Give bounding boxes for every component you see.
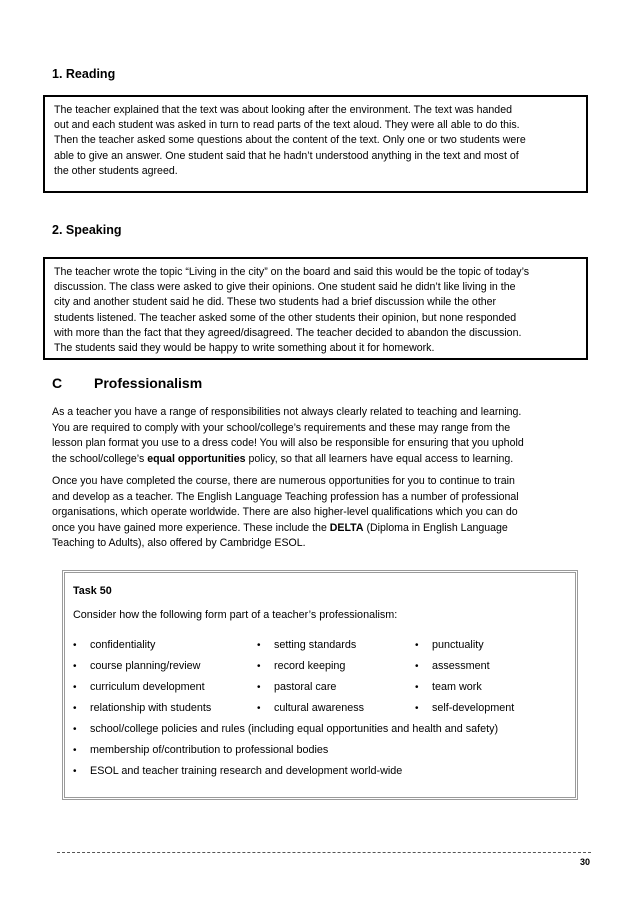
paragraph-line (52, 452, 592, 468)
item-label: team work (432, 681, 482, 693)
task-title: Task 50 (73, 585, 112, 597)
item-label: ESOL and teacher training research and development world-wide (90, 765, 403, 777)
list-item (415, 639, 514, 660)
speaking-line: students listened. The teacher asked some of the other students their opinion, but none responded (54, 311, 517, 324)
reading-box (43, 95, 588, 193)
speaking-line: The teacher wrote the topic “Living in the city” on the board and said this would be the topic of today’s (54, 266, 530, 278)
equal-opportunities-bold: equal opportunities (147, 452, 246, 465)
bullet-icon: • (73, 682, 77, 693)
text-run: policy, so that all learners have equal access to learning. (245, 452, 514, 465)
page-number: 30 (579, 857, 590, 867)
list-item (257, 660, 364, 681)
item-label: setting standards (274, 639, 357, 651)
section-letter: C (52, 375, 63, 391)
bullet-icon: • (257, 661, 261, 672)
speaking-line: The students said they would be happy to write something about it for homework. (54, 342, 435, 355)
reading-line: out and each student was asked in turn to read parts of the text aloud. They were all able to do this. (54, 119, 520, 132)
task-wide-list (73, 723, 498, 786)
task-intro: Consider how the following form part of a teacher’s professionalism: (73, 609, 398, 621)
item-label: curriculum development (90, 681, 205, 693)
paragraph-line: Teaching to Adults), also offered by Cambridge ESOL. (52, 537, 306, 549)
list-item (257, 681, 364, 702)
reading-line: able to give an answer. One student said that he hadn’t understood anything in the text and most of (54, 149, 519, 162)
footer-divider (57, 852, 591, 853)
item-label: confidentiality (90, 639, 156, 651)
task-50-box (62, 570, 578, 800)
item-label: record keeping (274, 660, 346, 672)
bullet-icon: • (73, 766, 77, 777)
item-label: school/college policies and rules (including equal opportunities and health and safety) (90, 723, 499, 735)
list-item (73, 681, 211, 702)
paragraph-line: and develop as a teacher. The English Language Teaching profession has a number of professional (52, 490, 519, 503)
speaking-line: with more than the fact that they agreed/disagreed. The teacher decided to abandon the discussion. (54, 326, 522, 339)
list-item (73, 744, 498, 765)
list-item (73, 765, 498, 786)
list-item (73, 639, 211, 660)
item-label: relationship with students (90, 702, 212, 714)
reading-heading: 1. Reading (52, 67, 116, 81)
bullet-icon: • (415, 640, 419, 651)
bullet-icon: • (73, 745, 77, 756)
reading-line: The teacher explained that the text was about looking after the environment. The text was handed (54, 104, 512, 116)
item-label: punctuality (432, 639, 484, 651)
reading-line: Then the teacher asked some questions about the content of the text. Only one or two students were (54, 134, 526, 147)
speaking-line: discussion. The class were asked to give their opinions. One student said he didn’t like living in the (54, 281, 516, 294)
paragraph-line: Once you have completed the course, there are numerous opportunities for you to continue to train (52, 475, 515, 487)
item-label: course planning/review (90, 660, 201, 672)
section-title: Professionalism (94, 375, 203, 391)
item-label: pastoral care (274, 681, 337, 693)
bullet-icon: • (73, 640, 77, 651)
task-column-2 (257, 639, 364, 723)
task-column-3 (415, 639, 514, 723)
text-run: (Diploma in English Language (363, 521, 508, 534)
bullet-icon: • (415, 703, 419, 714)
text-run: once you have gained more experience. These include the (52, 521, 330, 534)
text-run: the school/college’s (52, 452, 148, 465)
bullet-icon: • (73, 661, 77, 672)
item-label: cultural awareness (274, 702, 365, 714)
delta-bold: DELTA (329, 521, 364, 534)
paragraph-line: lesson plan format you use to a dress code! You will also be responsible for ensuring that you uphold (52, 437, 524, 449)
bullet-icon: • (73, 703, 77, 714)
list-item (257, 639, 364, 660)
list-item (415, 702, 514, 723)
speaking-line: city and another student said he did. These two students had a brief discussion while the other (54, 296, 497, 309)
speaking-box (43, 257, 588, 360)
bullet-icon: • (257, 640, 261, 651)
bullet-icon: • (257, 682, 261, 693)
paragraph-line (52, 521, 592, 537)
paragraph-line: You are required to comply with your school/college’s requirements and these may range from the (52, 421, 511, 434)
bullet-icon: • (257, 703, 261, 714)
list-item (415, 681, 514, 702)
professionalism-paragraph-2 (52, 474, 592, 552)
list-item (73, 702, 211, 723)
reading-line: the other students agreed. (54, 164, 178, 177)
speaking-heading: 2. Speaking (52, 223, 122, 237)
item-label: self-development (432, 702, 515, 714)
paragraph-line: As a teacher you have a range of responsibilities not always clearly related to teaching and learning. (52, 406, 522, 418)
paragraph-line: organisations, which operate worldwide. There are also higher-level qualifications which you can do (52, 506, 518, 518)
item-label: membership of/contribution to professional bodies (90, 744, 329, 756)
list-item (257, 702, 364, 723)
bullet-icon: • (73, 724, 77, 735)
list-item (73, 723, 498, 744)
list-item (73, 660, 211, 681)
professionalism-paragraph-1 (52, 405, 592, 467)
task-column-1 (73, 639, 211, 723)
section-c-heading (52, 375, 202, 391)
item-label: assessment (432, 660, 490, 672)
bullet-icon: • (415, 682, 419, 693)
bullet-icon: • (415, 661, 419, 672)
list-item (415, 660, 514, 681)
